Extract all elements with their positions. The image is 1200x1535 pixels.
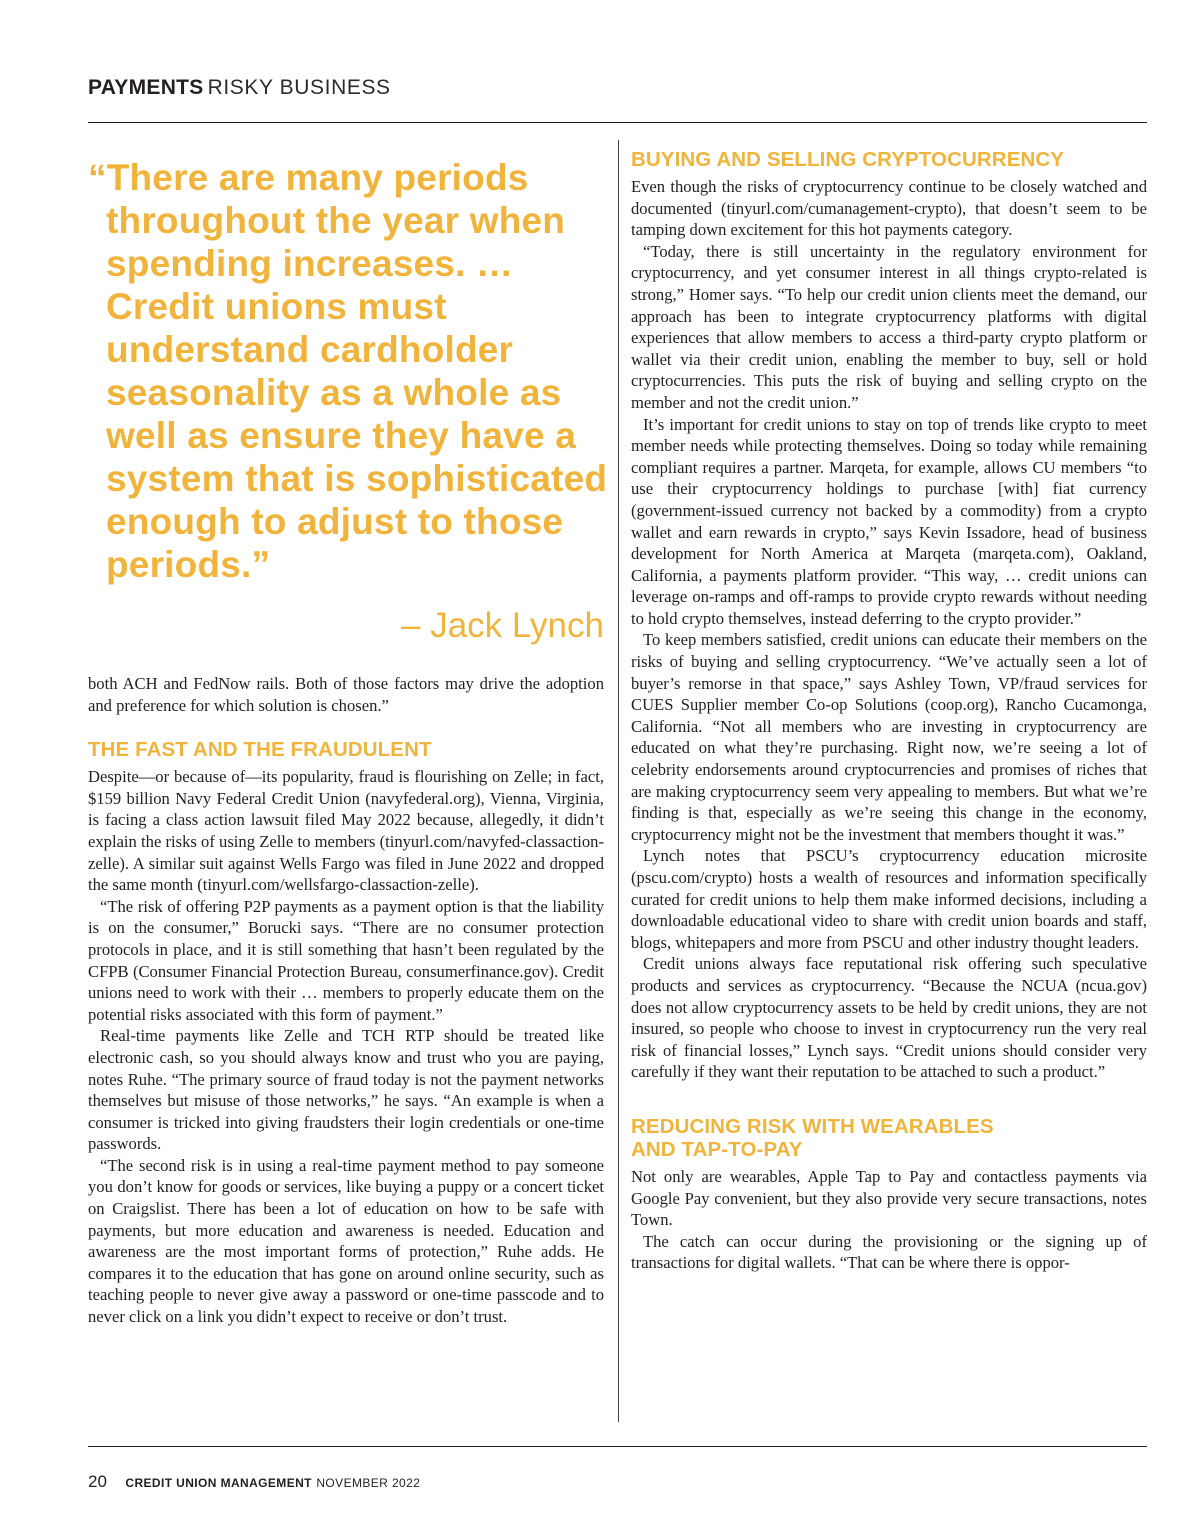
section-heading-wearables (631, 1115, 1147, 1161)
paragraph: Despite—or because of—its popularity, fraud is flourishing on Zelle; in fact, $159 billion Navy Federal Credit Union (navyfederal.org), Vienna, Virginia, is facing a class action lawsuit filed May 2022 because, allegedly, it didn’t explain the risks of using Zelle to members (tinyurl.com/navyfed-classaction-zelle). A similar suit against Wells Fargo was filed in June 2022 and dropped the same month (tinyurl.com/wellsfargo-classaction-zelle). (88, 767, 604, 895)
page-header (88, 76, 1147, 123)
section-label: PAYMENTS (88, 76, 204, 99)
paragraph: “The risk of offering P2P payments as a payment option is that the liability is on the consumer,” Borucki says. “There are no consumer protection protocols in place, and it is still something that hasn’t been regulated by the CFPB (Consumer Financial Protection Bureau, consumerfinance.gov). Credit unions need to work with their … members to properly educate them on the potential risks associated with this form of payment.” (88, 896, 604, 1024)
paragraph: Real-time payments like Zelle and TCH RTP should be treated like electronic cash, so you should always know and trust who you are paying, notes Ruhe. “The primary source of fraud today is not the payment networks themselves but misuse of those networks,” he says. “An example is when a consumer is tricked into giving fraudsters their login credentials or one-time passwords. (88, 1026, 604, 1154)
paragraph: The catch can occur during the provisioning or the signing up of transactions for digital wallets. “That can be where there is oppor- (631, 1231, 1147, 1273)
magazine-name: CREDIT UNION MANAGEMENT (125, 1476, 312, 1490)
pull-quote-attribution: – Jack Lynch (401, 606, 604, 645)
paragraph: Lynch notes that PSCU’s cryptocurrency education microsite (pscu.com/crypto) hosts a wealth of resources and information specifically curated for credit unions to help them make informed decisions, including a downloadable educational video to share with credit union boards and staff, blogs, whitepapers and more from PSCU and other industry thought leaders. (631, 846, 1147, 952)
paragraph: “The second risk is in using a real-time payment method to pay someone you don’t know for goods or services, like buying a puppy or a concert ticket on Craigslist. There has been a lot of education on how to be safe with payments, but more education and awareness is needed. Education and awareness are the most important forms of protection,” Ruhe adds. He compares it to the education that has gone on around online security, such as teaching people to never give away a password or one-time passcode and to never click on a link you didn’t expect to receive or don’t trust. (88, 1155, 604, 1327)
issue-date: NOVEMBER 2022 (316, 1476, 421, 1490)
footer-rule (88, 1446, 1147, 1447)
section-topic: RISKY BUSINESS (207, 76, 391, 99)
pull-quote-text: “There are many periods throughout the year when spending increases. … Credit unions must understand cardholder seasonality as a whole as well as ensure they have a system that is sophisticated enough to adjust to those periods.” (88, 157, 608, 585)
paragraph: both ACH and FedNow rails. Both of those factors may drive the adoption and preference for which solution is chosen.” (88, 674, 604, 715)
left-column (88, 673, 604, 1328)
section-heading-fraud: THE FAST AND THE FRAUDULENT (88, 738, 432, 762)
paragraph: It’s important for credit unions to stay on top of trends like crypto to meet member needs while protecting themselves. Doing so today while remaining compliant requires a partner. Marqeta, for example, allows CU members “to use their cryptocurrency holdings to purchase [with] fiat currency (government-issued currency not backed by a commodity) from a crypto wallet and earn rewards in crypto,” says Kevin Issadore, head of business development for North America at Marqeta (marqeta.com), Oakland, California, a payments platform provider. “This way, … credit unions can leverage on-ramps and off-ramps to provide crypto rewards without needing to hold crypto themselves, instead deferring to the crypto provider.” (631, 414, 1147, 628)
paragraph: Not only are wearables, Apple Tap to Pay and contactless payments via Google Pay convenient, but they also provide very secure transactions, notes Town. (631, 1166, 1147, 1230)
page-number: 20 (88, 1472, 107, 1491)
heading-line: REDUCING RISK WITH WEARABLES (631, 1114, 994, 1138)
page-footer (88, 1472, 420, 1492)
column-divider (618, 140, 619, 1422)
paragraph: To keep members satisfied, credit unions can educate their members on the risks of buying and selling cryptocurrency. “We’ve actually seen a lot of buyer’s remorse in that space,” says Ashley Town, VP/fraud services for CUES Supplier member Co-op Solutions (coop.org), Rancho Cucamonga, California. “Not all members who are investing in cryptocurrency are educated on what they’re purchasing. Right now, we’re seeing a lot of celebrity endorsements around cryptocurrencies and promises of riches that are making cryptocurrency seem very appealing to members. But what we’re finding is that, especially as we’re seeing this change in the economy, cryptocurrency might not be the investment that members thought it was.” (631, 630, 1147, 844)
paragraph: “Today, there is still uncertainty in the regulatory environment for cryptocurrency, and yet consumer interest in all things crypto-related is strong,” Homer says. “To help our credit union clients meet the demand, our approach has been to integrate cryptocurrency platforms with digital experiences that allow members to access a third-party crypto platform or wallet via their credit union, enabling the member to buy, sell or hold cryptocurrencies. This puts the risk of buying and selling crypto on the member and not the credit union.” (631, 241, 1147, 412)
section-heading-crypto: BUYING AND SELLING CRYPTOCURRENCY (631, 148, 1065, 171)
right-column (631, 148, 1147, 1274)
pull-quote (88, 156, 608, 646)
paragraph: Credit unions always face reputational risk offering such speculative products and services as cryptocurrency. “Because the NCUA (ncua.gov) does not allow cryptocurrency assets to be held by credit unions, they are not insured, so people who choose to invest in cryptocurrency run the very real risk of financial losses,” Lynch says. “Credit unions should consider very carefully if they want their reputation to be attached to such a product.” (631, 954, 1147, 1082)
heading-line: AND TAP-TO-PAY (631, 1137, 803, 1161)
paragraph: Even though the risks of cryptocurrency continue to be closely watched and documented (tinyurl.com/cumanagement-crypto), that doesn’t seem to be tamping down excitement for this hot payments category. (631, 177, 1147, 240)
